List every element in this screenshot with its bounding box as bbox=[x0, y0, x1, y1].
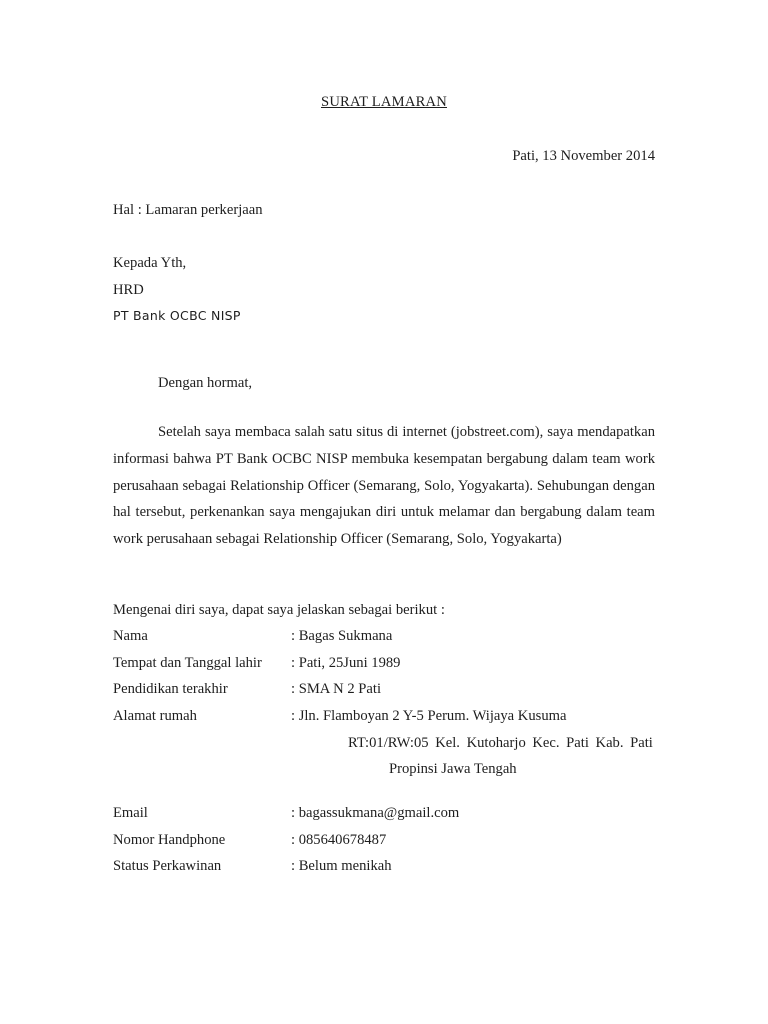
detail-value: : Bagas Sukmana bbox=[291, 628, 393, 644]
detail-label: Pendidikan terakhir bbox=[113, 681, 228, 697]
address-continuation: Propinsi Jawa Tengah bbox=[389, 761, 517, 777]
letter-subject: Hal : Lamaran perkerjaan bbox=[113, 202, 263, 218]
detail-row bbox=[113, 681, 381, 698]
letter-title: SURAT LAMARAN bbox=[321, 94, 447, 110]
details-intro: Mengenai diri saya, dapat saya jelaskan sebagai berikut : bbox=[113, 602, 445, 618]
detail-row bbox=[113, 655, 400, 672]
detail-label: Nama bbox=[113, 628, 148, 644]
contact-label: Nomor Handphone bbox=[113, 832, 226, 848]
detail-value: : SMA N 2 Pati bbox=[291, 681, 382, 697]
contact-label: Email bbox=[113, 805, 148, 821]
contact-row bbox=[113, 805, 459, 822]
recipient-line: HRD bbox=[113, 282, 144, 298]
recipient-company: PT Bank OCBC NISP bbox=[113, 308, 241, 323]
detail-row bbox=[113, 708, 566, 725]
detail-label: Alamat rumah bbox=[113, 708, 197, 724]
contact-value: : 085640678487 bbox=[291, 832, 387, 848]
recipient-line: Kepada Yth, bbox=[113, 255, 187, 271]
detail-row bbox=[113, 628, 392, 645]
contact-label: Status Perkawinan bbox=[113, 858, 222, 874]
contact-row bbox=[113, 832, 386, 849]
contact-row bbox=[113, 858, 392, 875]
contact-value: : Belum menikah bbox=[291, 858, 392, 874]
detail-value: : Pati, 25Juni 1989 bbox=[291, 655, 401, 671]
detail-label: Tempat dan Tanggal lahir bbox=[113, 655, 262, 671]
contact-value: : bagassukmana@gmail.com bbox=[291, 805, 460, 821]
detail-value: : Jln. Flamboyan 2 Y-5 Perum. Wijaya Kusuma bbox=[291, 708, 567, 724]
greeting: Dengan hormat, bbox=[158, 375, 253, 391]
letter-date: Pati, 13 November 2014 bbox=[512, 148, 655, 164]
body-paragraph: Setelah saya membaca salah satu situs di internet (jobstreet.com), saya mendapatkan informasi bahwa PT Bank OCBC NISP membuka kesempatan bergabung dalam team work perusahaan sebagai Relationship Officer (Semarang, Solo, Yogyakarta). Sehubungan dengan hal tersebut, perkenankan saya mengajukan diri untuk melamar dan bergabung dalam team work perusahaan sebagai Relationship Officer (Semarang, Solo, Yogyakarta) bbox=[113, 424, 655, 548]
address-continuation: RT:01/RW:05 Kel. Kutoharjo Kec. Pati Kab. Pati bbox=[348, 735, 653, 751]
